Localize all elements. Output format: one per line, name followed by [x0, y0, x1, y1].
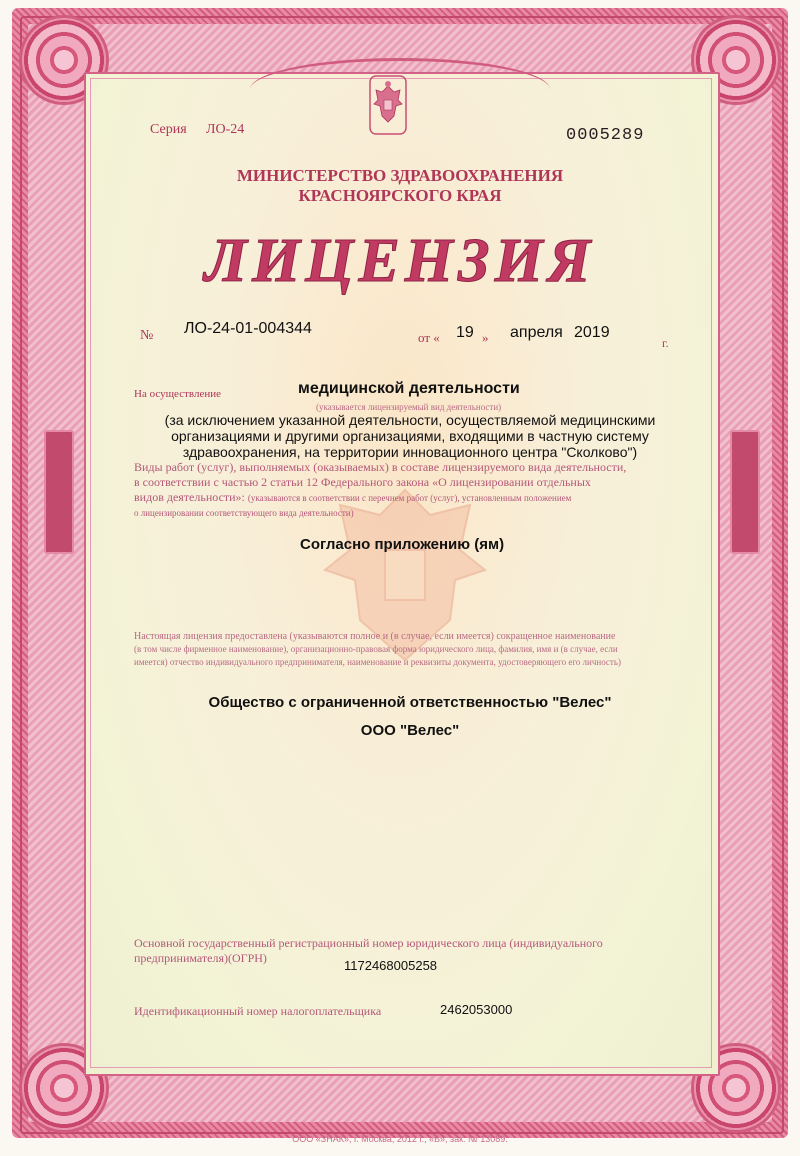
issuing-authority	[150, 166, 650, 206]
date-day: 19	[456, 324, 474, 341]
activity-note-line: здравоохранения, на территории инновационного центра "Сколково")	[182, 444, 638, 460]
printer-footer: ООО «ЗНАК», г. Москва, 2012 г., «Б», зак. № 13089.	[292, 1134, 508, 1144]
side-ornament-left	[44, 430, 74, 554]
date-year-suffix: г.	[662, 336, 669, 350]
activity-label: На осуществление	[134, 388, 221, 400]
ministry-line-2: КРАСНОЯРСКОГО КРАЯ	[298, 186, 502, 205]
provided-line: (в том числе фирменное наименование), организационно-правовая форма юридического лица, фамилия, имя и (в случае, если	[134, 644, 618, 654]
inn-value: 2462053000	[440, 1002, 513, 1017]
provided-line: имеется) отчество индивидуального предпринимателя, наименование и реквизиты документа, удостоверяющего его личность)	[134, 657, 621, 667]
date-month: апреля	[510, 324, 563, 341]
series-value: ЛО-24	[206, 122, 245, 137]
works-hint-line-2: о лицензировании соответствующего вида деятельности)	[134, 508, 354, 518]
activity-note-line: (за исключением указанной деятельности, осуществляемой медицинскими	[164, 412, 656, 428]
organization-short-name: ООО "Велес"	[360, 722, 460, 739]
ogrn-label-line-1: Основной государственный регистрационный номер юридического лица (индивидуального	[134, 936, 603, 950]
ogrn-value: 1172468005258	[344, 958, 438, 973]
side-ornament-right	[730, 430, 760, 554]
ministry-line-1: МИНИСТЕРСТВО ЗДРАВООХРАНЕНИЯ	[236, 166, 564, 185]
works-line: видов деятельности»:	[134, 490, 245, 504]
date-year: 2019	[574, 324, 610, 341]
organization-full-name: Общество с ограниченной ответственностью "Велес"	[208, 694, 612, 711]
date-from-label: от «	[418, 330, 440, 345]
license-number: ЛО-24-01-004344	[184, 320, 312, 337]
provided-description	[134, 630, 674, 669]
page-title: ЛИЦЕНЗИЯ	[204, 227, 596, 295]
serial-number: 0005289	[566, 126, 645, 145]
ogrn-label-line-2: предпринимателя)(ОГРН)	[134, 951, 267, 965]
series-label: Серия	[150, 122, 187, 137]
date-close-quote: »	[482, 330, 489, 345]
inn-label: Идентификационный номер налогоплательщика	[134, 1004, 382, 1018]
provided-line: Настоящая лицензия предоставлена (указываются полное и (в случае, если имеется) сокращенное наименование	[134, 631, 616, 642]
activity-hint: (указывается лицензируемый вид деятельности)	[316, 402, 502, 412]
russian-coat-of-arms-icon	[368, 74, 408, 136]
works-line: в соответствии с частью 2 статьи 12 Федерального закона «О лицензировании отдельных	[134, 475, 591, 489]
activity-note	[150, 412, 670, 460]
works-description	[134, 460, 674, 521]
number-sign: №	[140, 328, 154, 343]
activity-value: медицинской деятельности	[298, 380, 520, 397]
works-value: Согласно приложению (ям)	[300, 536, 505, 553]
works-hint: (указываются в соответствии с перечнем работ (услуг), установленным положением	[247, 493, 572, 503]
activity-note-line: организациями и другими организациями, входящими в частную систему	[171, 428, 649, 444]
works-line: Виды работ (услуг), выполняемых (оказываемых) в составе лицензируемого вида деятельности,	[134, 460, 627, 474]
